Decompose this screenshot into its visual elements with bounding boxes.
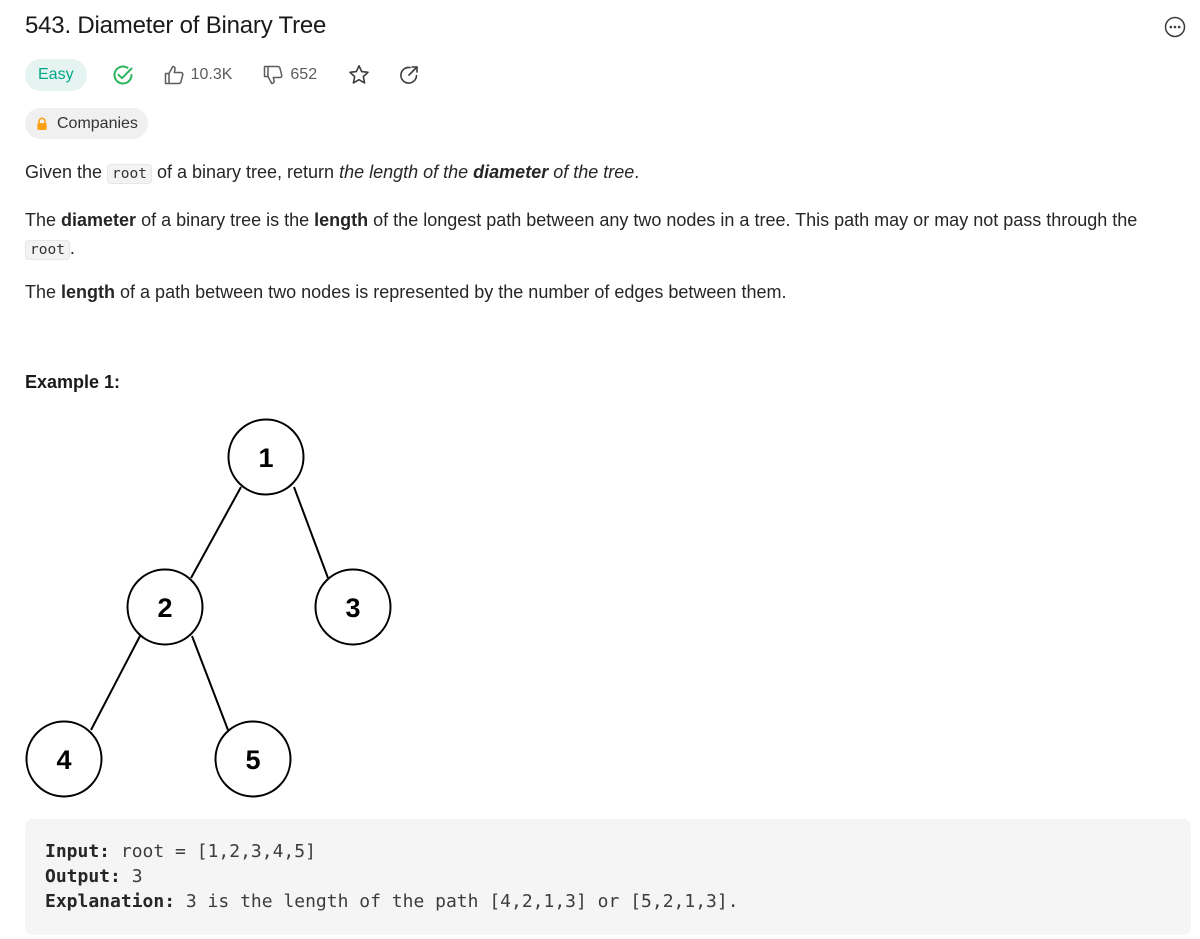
bold-text: length [314,210,369,230]
node-label: 5 [245,745,261,775]
bold-text: diameter [61,210,137,230]
share-icon[interactable] [397,63,421,87]
dislike-count: 652 [290,66,318,83]
thumbs-down-icon [262,64,284,86]
tree-node [27,722,102,797]
thumbs-up-icon [163,64,185,86]
label: Input: [45,841,111,862]
example-block [25,819,1191,935]
tree-edge [191,487,241,578]
example-output [45,866,143,887]
text: Given the [25,162,108,182]
like-button[interactable] [163,64,233,86]
inline-code: root [107,164,152,184]
more-icon[interactable] [1164,16,1186,38]
description-paragraph [25,279,786,305]
problem-title: 543. Diameter of Binary Tree [25,12,327,39]
text: of a binary tree is the [136,210,315,230]
label: Output: [45,866,121,887]
companies-tag[interactable] [25,108,148,139]
solved-check-icon [111,63,135,87]
tree-node [128,570,203,645]
inline-code: root [25,240,70,260]
text: The [25,210,62,230]
tree-node [229,420,304,495]
tree-edge [192,636,228,730]
tree-edge [91,636,140,730]
bold-text: length [61,282,116,302]
node-label: 2 [157,593,173,623]
text: the length of the [339,162,474,182]
example-title: Example 1: [25,372,121,392]
value: 3 [120,866,143,887]
node-label: 4 [56,745,72,775]
difficulty-badge: Easy [25,59,87,91]
text: of the tree [548,162,635,182]
lock-icon [35,117,49,131]
value: 3 is the length of the path [4,2,1,3] or [5,2,1,3]. [175,891,739,912]
bold-text: diameter [473,162,549,182]
description-paragraph [25,159,639,187]
example-input [45,841,316,862]
text: of a path between two nodes is represented by the number of edges between them. [115,282,787,302]
dislike-button[interactable] [262,64,317,86]
text: of the longest path between any two nodes in a tree. This path may or may not pass through the [368,210,1138,230]
star-icon[interactable] [347,63,371,87]
text: . [634,162,640,182]
value: root = [1,2,3,4,5] [110,841,316,862]
tree-node [216,722,291,797]
text: . [69,238,75,258]
problem-toolbar [25,59,421,91]
description-paragraph [25,206,1175,264]
example-explanation [45,891,739,912]
tree-edge [294,487,328,578]
text: of a binary tree, return [151,162,340,182]
tree-node [316,570,391,645]
label: Explanation: [45,891,176,912]
node-label: 3 [345,593,361,623]
companies-label: Companies [57,114,138,132]
binary-tree-diagram [0,400,420,810]
like-count: 10.3K [190,66,233,83]
node-label: 1 [258,443,274,473]
text: The [25,282,62,302]
